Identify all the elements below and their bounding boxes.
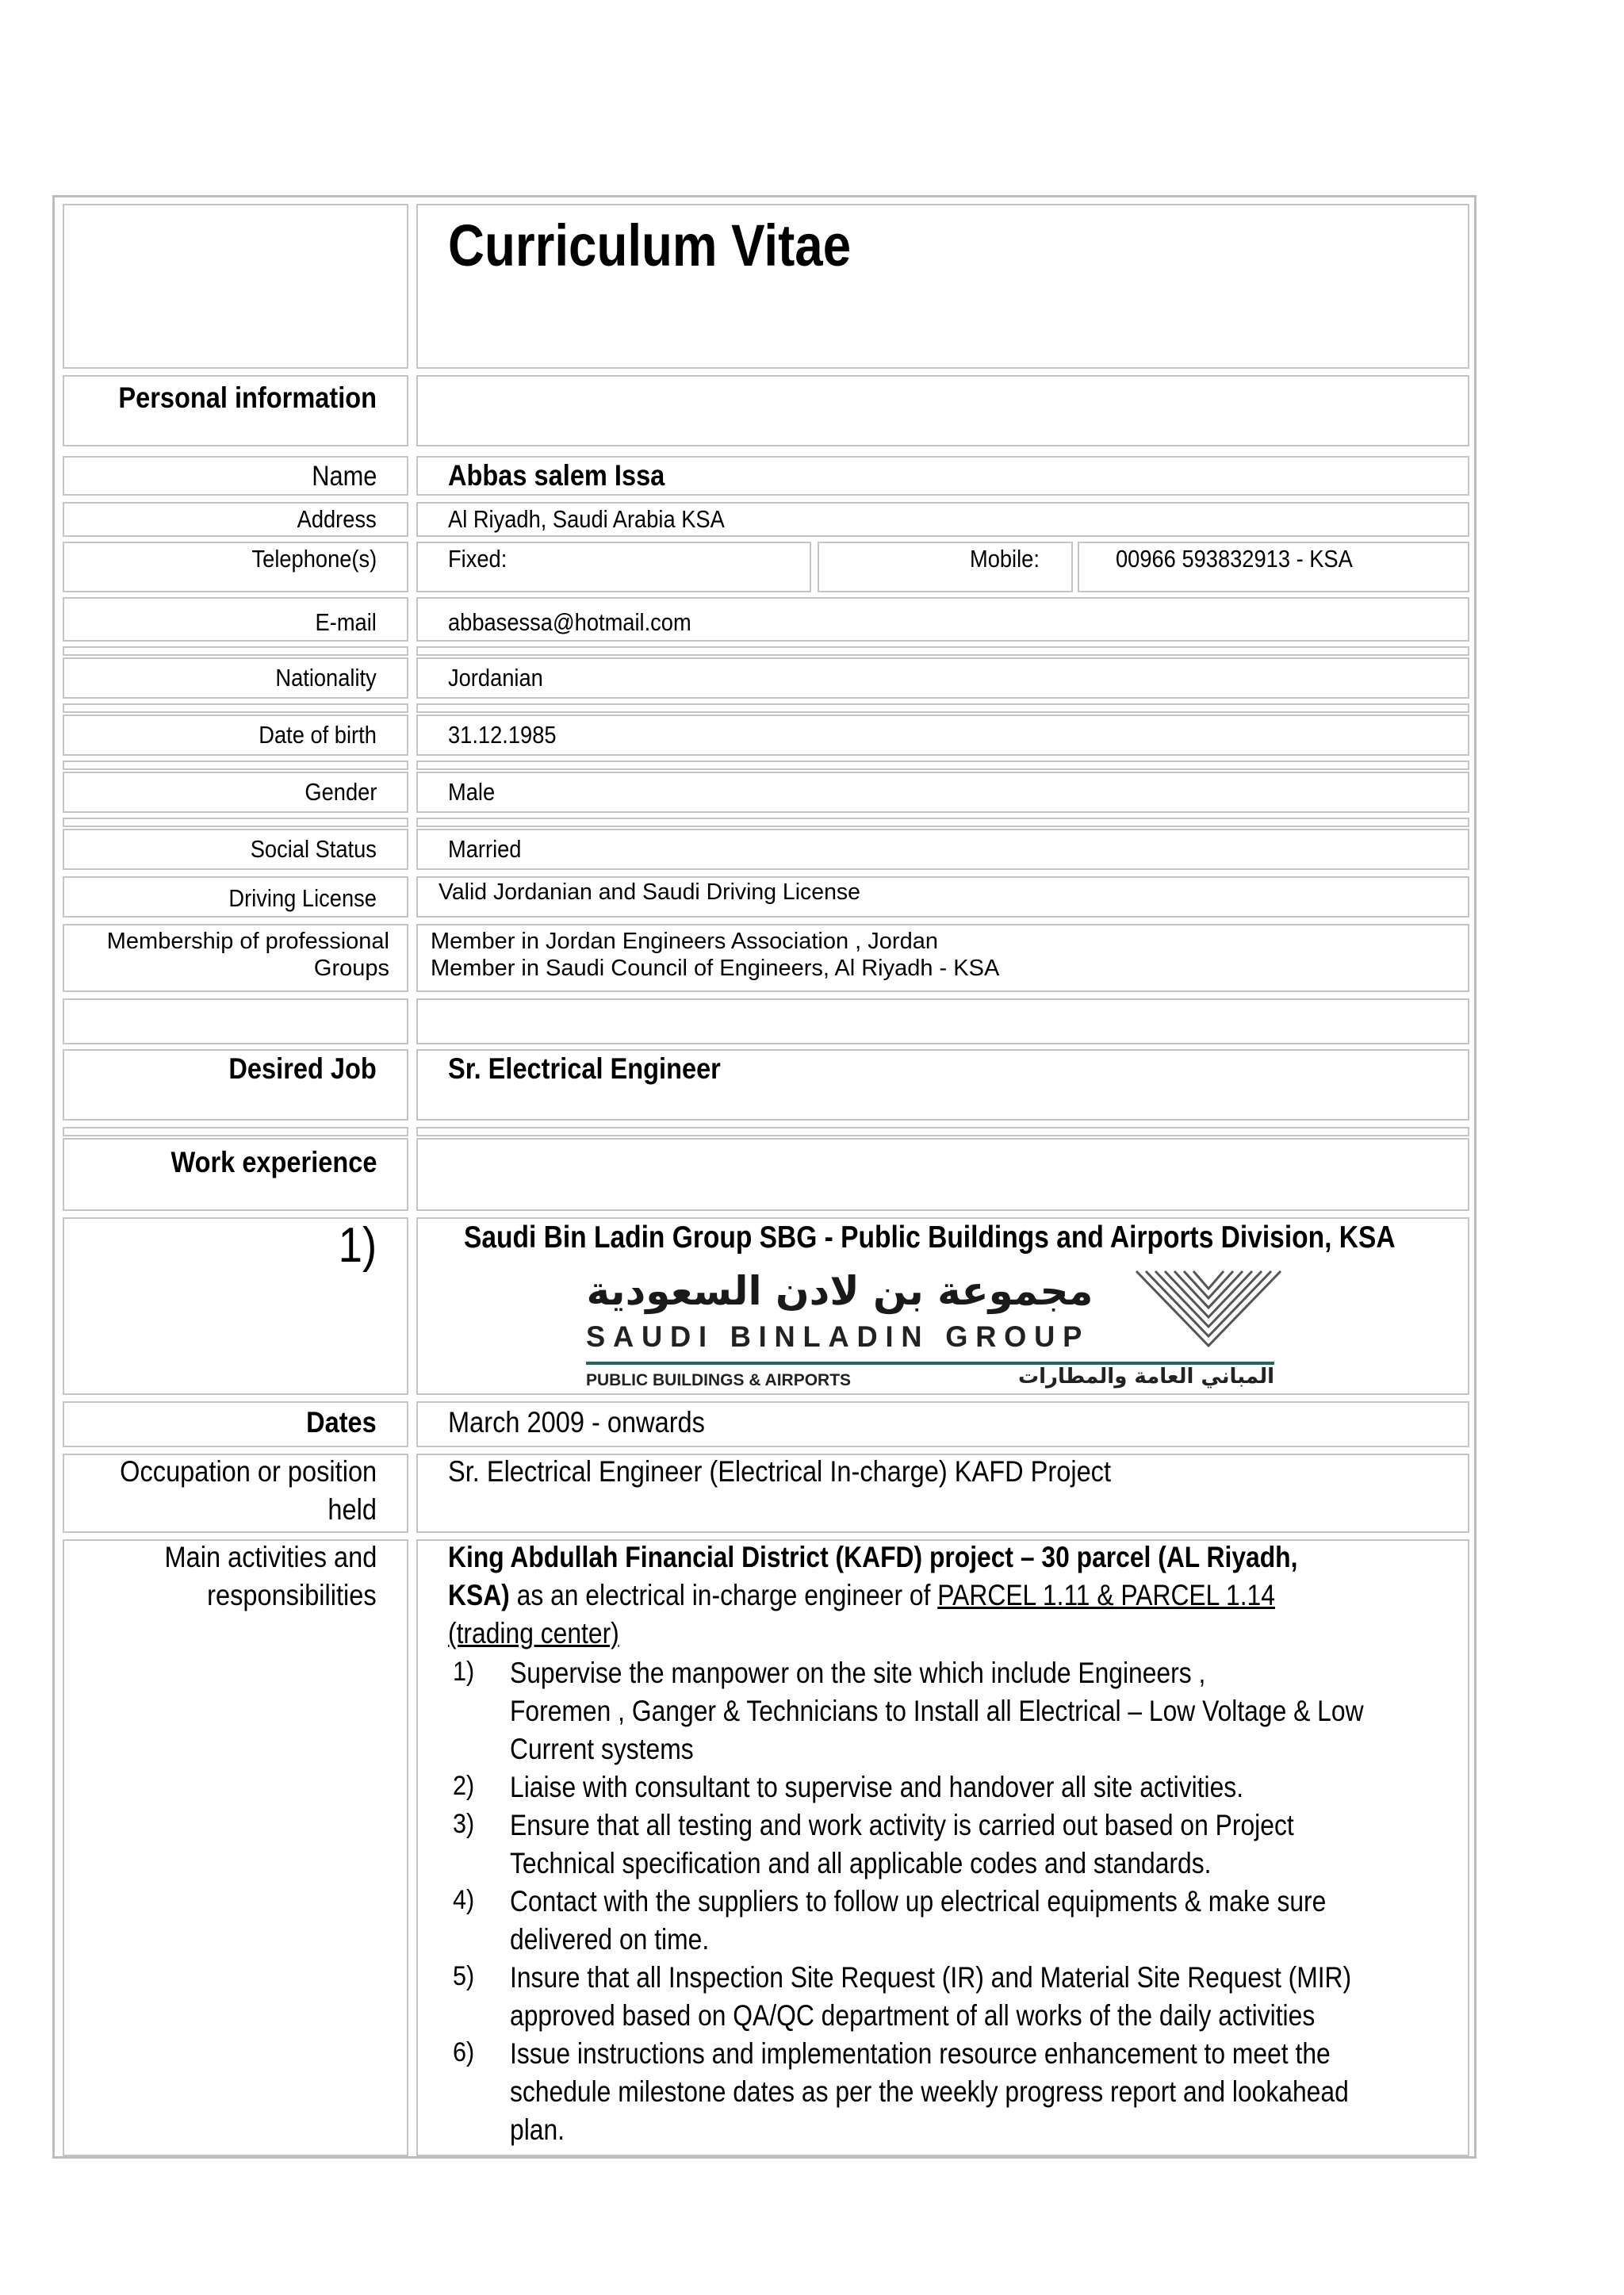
work-experience-heading: Work experience [170, 1146, 377, 1178]
occupation-value-cell [416, 1454, 1469, 1533]
activity-line: Liaise with consultant to supervise and handover all site activities. [510, 1771, 1244, 1803]
spacer-cell [63, 646, 408, 656]
activity-number: 3) [453, 1809, 475, 1839]
dates-value: March 2009 - onwards [448, 1406, 705, 1439]
empty-cell [63, 998, 408, 1044]
nationality-label: Nationality [275, 664, 377, 692]
desired-job-label-cell [63, 1049, 408, 1121]
membership-label-line1: Membership of professional [106, 929, 389, 954]
cv-table [52, 195, 1477, 2159]
activity-line: delivered on time. [510, 1923, 710, 1956]
desired-job-value: Sr. Electrical Engineer [448, 1052, 721, 1085]
mobile-label-cell [818, 542, 1073, 592]
company-logo [586, 1268, 1300, 1392]
spacer-cell [416, 703, 1469, 713]
dob-label-cell [63, 715, 408, 756]
driving-label-cell [63, 876, 408, 918]
social-label-cell [63, 829, 408, 870]
activities-label-cell [63, 1539, 408, 2156]
gender-label-cell [63, 772, 408, 813]
fixed-cell [416, 542, 811, 592]
dates-value-cell [416, 1401, 1469, 1447]
gender-label: Gender [304, 778, 377, 806]
logo-division-ar: المباني العامة والمطارات [1018, 1365, 1274, 1389]
name-label-cell [63, 456, 408, 496]
occupation-value: Sr. Electrical Engineer (Electrical In-charge) KAFD Project [448, 1455, 1112, 1488]
membership-value-line1: Member in Jordan Engineers Association , Jordan [431, 929, 938, 954]
occupation-label-line1: Occupation or position [120, 1455, 377, 1488]
membership-label-line2: Groups [313, 956, 389, 981]
project-title-line1: King Abdullah Financial District (KAFD) project – 30 parcel (AL Riyadh, [448, 1541, 1298, 1573]
membership-value-cell [416, 924, 1469, 992]
fixed-label: Fixed: [448, 545, 508, 573]
personal-info-heading: Personal information [118, 381, 377, 414]
driving-value-cell [416, 876, 1469, 918]
activity-line: Contact with the suppliers to follow up electrical equipments & make sure [510, 1885, 1327, 1918]
activity-line: approved based on QA/QC department of all works of the daily activities [510, 1999, 1316, 2032]
page-title: Curriculum Vitae [448, 213, 852, 278]
membership-value-line2: Member in Saudi Council of Engineers, Al Riyadh - KSA [431, 956, 1000, 981]
dob-value-cell [416, 715, 1469, 756]
activity-number: 1) [453, 1657, 475, 1687]
activity-number: 4) [453, 1885, 475, 1915]
activity-line: Foremen , Ganger & Technicians to Install all Electrical – Low Voltage & Low [510, 1695, 1364, 1727]
activity-line: Insure that all Inspection Site Request (IR) and Material Site Request (MIR) [510, 1961, 1352, 1994]
project-location: KSA) [448, 1579, 510, 1611]
email-value: abbasessa@hotmail.com [448, 608, 691, 636]
social-value-cell [416, 829, 1469, 870]
activity-number: 5) [453, 1961, 475, 1991]
project-role: as an electrical in-charge engineer of [509, 1579, 938, 1611]
title-label-cell [63, 204, 408, 369]
spacer-cell [416, 1127, 1469, 1136]
mobile-value-cell [1078, 542, 1469, 592]
work-experience-value-cell [416, 1138, 1469, 1211]
experience-company-cell [416, 1217, 1469, 1395]
experience-number: 1) [338, 1218, 377, 1273]
mobile-label: Mobile: [970, 545, 1040, 573]
activity-line: Issue instructions and implementation resource enhancement to meet the [510, 2037, 1331, 2070]
gender-value: Male [448, 778, 496, 806]
logo-division-en: PUBLIC BUILDINGS & AIRPORTS [586, 1371, 852, 1389]
membership-label-cell [63, 924, 408, 992]
personal-info-value-cell [416, 375, 1469, 446]
project-parcels: PARCEL 1.11 & PARCEL 1.14 [937, 1579, 1275, 1611]
address-value: Al Riyadh, Saudi Arabia KSA [448, 505, 725, 533]
address-value-cell [416, 502, 1469, 537]
nationality-value-cell [416, 657, 1469, 699]
mobile-value: 00966 593832913 - KSA [1116, 545, 1353, 573]
personal-info-cell [63, 375, 408, 446]
spacer-cell [63, 703, 408, 713]
address-label-cell [63, 502, 408, 537]
gender-value-cell [416, 772, 1469, 813]
dob-label: Date of birth [259, 721, 377, 749]
occupation-label-line2: held [327, 1493, 377, 1526]
project-title-line2 [448, 1579, 1275, 1612]
spacer-cell [416, 761, 1469, 770]
spacer-cell [63, 761, 408, 770]
spacer-cell [416, 646, 1469, 656]
spacer-cell [416, 818, 1469, 827]
activities-label-line1: Main activities and [164, 1541, 377, 1573]
dob-value: 31.12.1985 [448, 721, 557, 749]
activity-line: plan. [510, 2113, 565, 2146]
driving-license-label: Driving License [228, 884, 377, 912]
name-label: Name [311, 461, 377, 492]
dates-label: Dates [306, 1406, 377, 1439]
activity-line: Technical specification and all applicable codes and standards. [510, 1847, 1212, 1879]
work-experience-cell [63, 1138, 408, 1211]
activity-number: 2) [453, 1771, 475, 1801]
activity-line: Current systems [510, 1733, 694, 1765]
desired-job-value-cell [416, 1049, 1469, 1121]
experience-number-cell [63, 1217, 408, 1395]
telephone-label-cell [63, 542, 408, 592]
driving-license-value: Valid Jordanian and Saudi Driving License [439, 879, 860, 905]
chevron-emblem-icon [1133, 1266, 1284, 1354]
occupation-label-cell [63, 1454, 408, 1533]
desired-job-label: Desired Job [228, 1052, 377, 1085]
empty-cell [416, 998, 1469, 1044]
logo-english-name: SAUDI BINLADIN GROUP [586, 1320, 1090, 1353]
company-name: Saudi Bin Ladin Group SBG - Public Buildings and Airports Division, KSA [464, 1220, 1396, 1255]
social-status-value: Married [448, 835, 522, 863]
activities-label-line2: responsibilities [207, 1579, 377, 1611]
activity-line: Ensure that all testing and work activity is carried out based on Project [510, 1809, 1294, 1841]
spacer-cell [63, 818, 408, 827]
activity-line: Supervise the manpower on the site which include Engineers , [510, 1657, 1206, 1689]
dates-label-cell [63, 1401, 408, 1447]
email-label: E-mail [315, 608, 377, 636]
telephone-label: Telephone(s) [251, 545, 377, 573]
name-value: Abbas salem Issa [448, 459, 665, 492]
spacer-cell [63, 1127, 408, 1136]
email-value-cell [416, 600, 1469, 642]
activity-line: schedule milestone dates as per the weekly progress report and lookahead [510, 2075, 1349, 2108]
nationality-value: Jordanian [448, 664, 543, 692]
activities-value-cell [416, 1539, 1469, 2156]
logo-arabic-name: مجموعة بن لادن السعودية [586, 1268, 1094, 1314]
email-label-cell [63, 600, 408, 642]
address-label: Address [297, 505, 377, 533]
nationality-label-cell [63, 657, 408, 699]
title-cell [416, 204, 1469, 369]
social-status-label: Social Status [250, 835, 377, 863]
project-title-line3: (trading center) [448, 1617, 619, 1649]
name-value-cell [416, 456, 1469, 496]
activity-number: 6) [453, 2037, 475, 2067]
